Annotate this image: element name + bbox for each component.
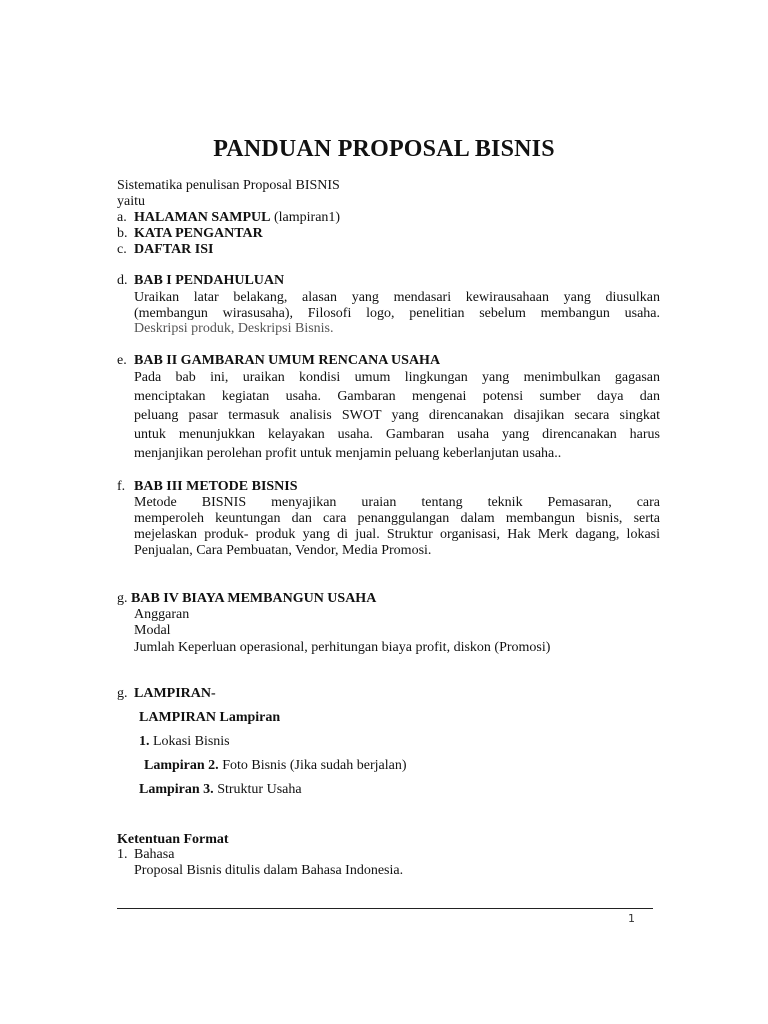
format-item-label: Bahasa [134, 847, 175, 862]
toc-label: DAFTAR ISI [134, 242, 214, 257]
section-title: BAB IV BIAYA MEMBANGUN USAHA [131, 591, 377, 606]
section-heading [117, 353, 440, 369]
paragraph-line: Uraikan latar belakang, alasan yang mendasari kewirausahaan yang diusulkan [134, 290, 660, 305]
list-marker: b. [117, 226, 128, 241]
lampiran-item-text: Foto Bisnis (Jika sudah berjalan) [218, 758, 407, 773]
paragraph-line: untuk menunjukkan kelayakan usaha. Gambaran usaha yang direncanakan harus [134, 427, 660, 442]
toc-item [117, 210, 340, 226]
section-heading [117, 273, 284, 289]
paragraph-line: Pada bab ini, uraikan kondisi umum lingkungan yang menimbulkan gagasan [134, 370, 660, 385]
paragraph-line: menjanjikan perolehan profit untuk menjamin peluang keberlanjutan usaha.. [134, 446, 562, 461]
list-marker: g. [117, 686, 128, 701]
toc-label: HALAMAN SAMPUL [134, 210, 271, 225]
paragraph-line: memperoleh keuntungan dan cara penanggulangan dalam membangun bisnis, serta [134, 511, 660, 526]
intro-line: Sistematika penulisan Proposal BISNIS [117, 178, 340, 193]
list-item: Jumlah Keperluan operasional, perhitungan biaya profit, diskon (Promosi) [134, 640, 551, 655]
section-title: BAB II GAMBARAN UMUM RENCANA USAHA [134, 353, 441, 368]
list-item: Modal [134, 623, 171, 638]
list-marker: g. [117, 591, 128, 606]
list-marker: e. [117, 353, 127, 368]
lampiran-item [144, 758, 407, 774]
section-heading [117, 479, 298, 495]
section-title: BAB III METODE BISNIS [134, 479, 298, 494]
intro-line: yaitu [117, 194, 145, 209]
paragraph-line: Penjualan, Cara Pembuatan, Vendor, Media Promosi. [134, 543, 432, 558]
toc-item [117, 226, 263, 242]
lampiran-item-text: Struktur Usaha [213, 782, 302, 797]
paragraph-line: Deskripsi produk, Deskripsi Bisnis. [134, 321, 334, 336]
lampiran-item [139, 734, 230, 750]
format-item [117, 847, 174, 863]
format-heading: Ketentuan Format [117, 832, 229, 847]
section-heading [117, 686, 216, 702]
lampiran-item [139, 782, 302, 798]
lampiran-item-number: Lampiran 3. [139, 782, 214, 797]
list-marker: d. [117, 273, 128, 288]
page-number: 1 [628, 912, 635, 925]
lampiran-item-number: 1. [139, 734, 150, 749]
format-text: Proposal Bisnis ditulis dalam Bahasa Indonesia. [134, 863, 404, 878]
list-item: Anggaran [134, 607, 190, 622]
paragraph-line: peluang pasar termasuk analisis SWOT yang direncanakan disajikan secara singkat [134, 408, 660, 423]
toc-label: KATA PENGANTAR [134, 226, 263, 241]
lampiran-heading: LAMPIRAN Lampiran [139, 710, 281, 725]
section-title: BAB I PENDAHULUAN [134, 273, 285, 288]
document-title: PANDUAN PROPOSAL BISNIS [213, 136, 555, 162]
toc-item [117, 242, 213, 258]
section-title: LAMPIRAN- [134, 686, 216, 701]
paragraph-line: Metode BISNIS menyajikan uraian tentang teknik Pemasaran, cara [134, 495, 660, 510]
list-marker: c. [117, 242, 127, 257]
list-marker: 1. [117, 847, 128, 862]
lampiran-item-text: Lokasi Bisnis [149, 734, 230, 749]
paragraph-line: mejelaskan produk- produk yang di jual. Struktur organisasi, Hak Merk dagang, lokasi [134, 527, 660, 542]
list-marker: f. [117, 479, 126, 494]
list-marker: a. [117, 210, 127, 225]
paragraph-line: menciptakan kegiatan usaha. Gambaran mengenai potensi sumber daya dan [134, 389, 660, 404]
paragraph-line: (membangun wirasusaha), Filosofi logo, penelitian sebelum membangun usaha. [134, 306, 660, 321]
footer-divider [117, 908, 653, 909]
section-heading [117, 591, 376, 607]
toc-note: (lampiran1) [270, 210, 341, 225]
lampiran-item-number: Lampiran 2. [144, 758, 219, 773]
